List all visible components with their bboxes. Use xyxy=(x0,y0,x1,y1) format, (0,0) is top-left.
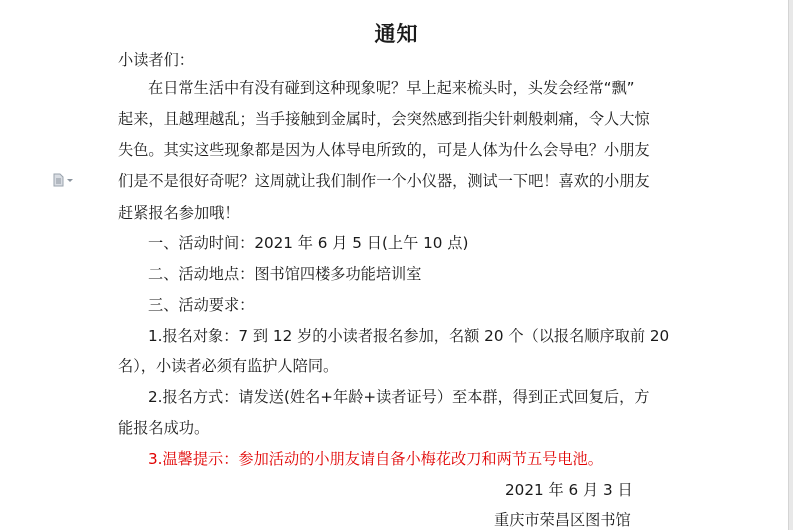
body-line-5: 赶紧报名参加哦！ xyxy=(118,204,240,222)
vertical-scrollbar[interactable] xyxy=(788,0,793,530)
requirement-1-line-1: 1.报名对象：7 到 12 岁的小读者报名参加，名额 20 个（以报名顺序取前 20 xyxy=(148,327,670,345)
notice-date: 2021 年 6 月 3 日 xyxy=(505,481,633,499)
requirement-1-line-2: 名），小读者必须有监护人陪同。 xyxy=(118,357,339,375)
notice-title: 通知 xyxy=(374,21,419,46)
notice-signature: 重庆市荣昌区图书馆 xyxy=(494,511,631,529)
salutation: 小读者们： xyxy=(118,51,194,69)
requirement-2-line-2: 能报名成功。 xyxy=(118,419,210,437)
body-line-4: 们是不是很好奇呢？这周就让我们制作一个小仪器，测试一下吧！喜欢的小朋友 xyxy=(118,172,650,190)
body-line-2: 起来，且越理越乱；当手接触到金属时，会突然感到指尖针刺般刺痛，令人大惊 xyxy=(118,110,650,128)
activity-location: 二、活动地点：图书馆四楼多功能培训室 xyxy=(148,265,422,283)
activity-requirements-heading: 三、活动要求： xyxy=(148,296,255,314)
requirement-2-line-1: 2.报名方式：请发送(姓名+年龄+读者证号）至本群，得到正式回复后，方 xyxy=(148,388,650,406)
requirement-3-warm-tip: 3.温馨提示：参加活动的小朋友请自备小梅花改刀和两节五号电池。 xyxy=(148,450,603,468)
body-line-1: 在日常生活中有没有碰到这种现象呢？早上起来梳头时，头发会经常“飘” xyxy=(148,79,635,97)
body-line-3: 失色。其实这些现象都是因为人体导电所致的，可是人体为什么会导电？小朋友 xyxy=(118,141,650,159)
document-paste-options-icon[interactable] xyxy=(52,172,74,186)
activity-time: 一、活动时间：2021 年 6 月 5 日(上午 10 点) xyxy=(148,234,469,252)
